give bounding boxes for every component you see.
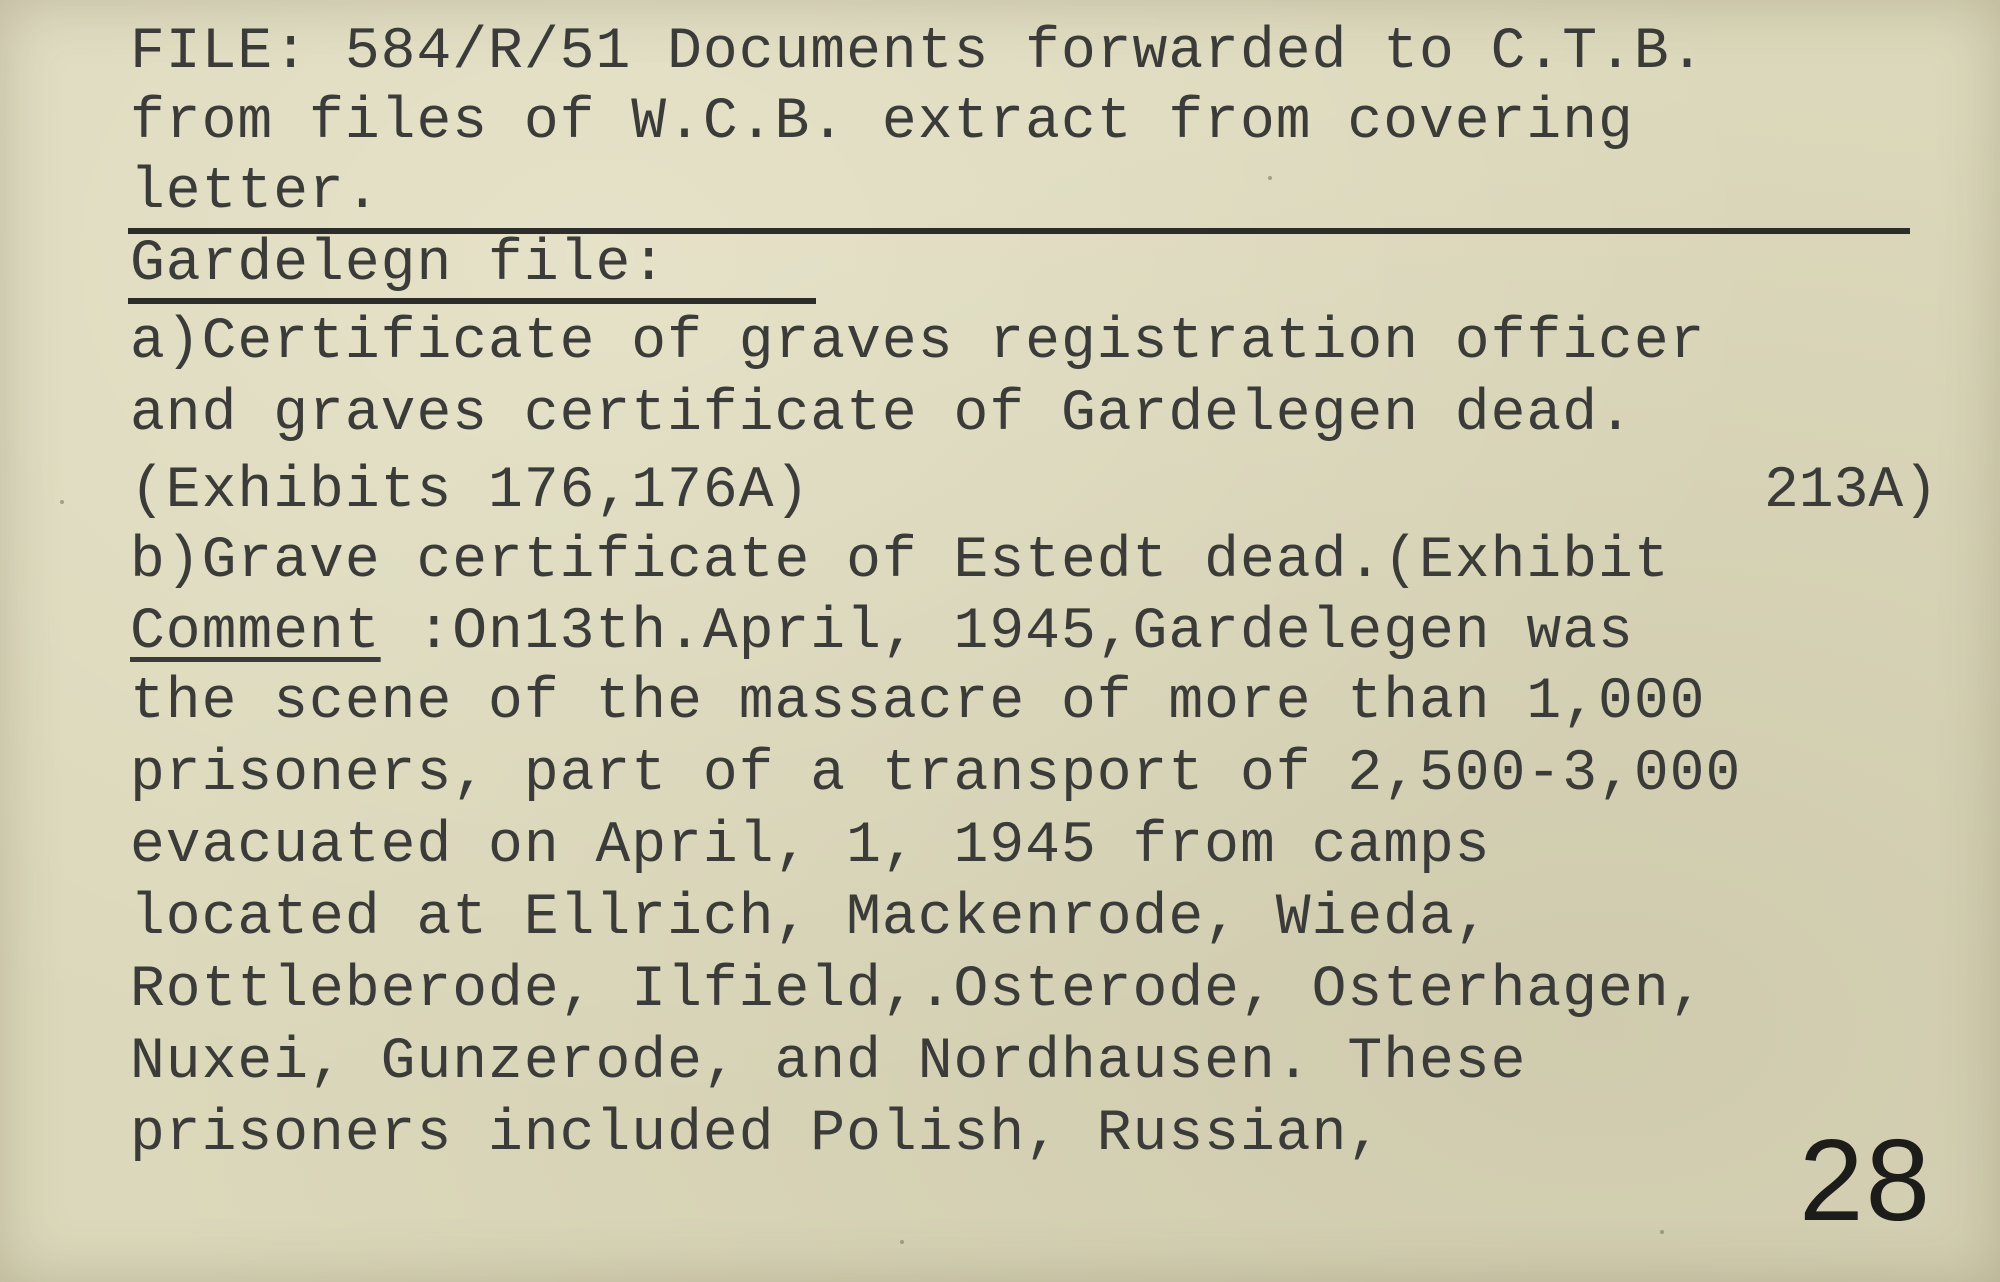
item-a-line-2: and graves certificate of Gardelegen dead. [130,382,1634,447]
item-a-exhibit-ref: 213A) [1763,459,1938,524]
file-header-line-2: from files of W.C.B. extract from covering [130,90,1634,155]
item-a-line-1: a)Certificate of graves registration officer [130,310,1706,375]
body-line: Rottleberode, Ilfield,.Osterode, Osterhagen, [130,958,1706,1023]
paper-speck [900,1240,904,1244]
paper-speck [60,500,64,504]
body-line: prisoners, part of a transport of 2,500-3,000 [130,742,1742,807]
file-header-line-3: letter. [130,160,381,225]
section-heading: Gardelegn file: [130,232,668,297]
paper-speck [1660,1230,1664,1234]
page-number: 28 [1798,1115,1932,1245]
file-header-line-1: FILE: 584/R/51 Documents forwarded to C.T.B. [130,20,1706,85]
body-line: located at Ellrich, Mackenrode, Wieda, [130,886,1491,951]
section-heading-underline [128,298,816,304]
item-a-line-3: (Exhibits 176,176A) [130,459,811,524]
body-line: prisoners included Polish, Russian, [130,1102,1384,1167]
body-line: Nuxei, Gunzerode, and Nordhausen. These [130,1030,1527,1095]
item-b-line-1: b)Grave certificate of Estedt dead.(Exhibit [130,529,1670,594]
paper-speck [1268,176,1272,180]
comment-label: Comment [130,600,381,665]
comment-line [130,598,1634,668]
body-line: the scene of the massacre of more than 1,000 [130,670,1706,735]
comment-text: :On13th.April, 1945,Gardelegen was [380,600,1634,665]
body-line: evacuated on April, 1, 1945 from camps [130,814,1491,879]
